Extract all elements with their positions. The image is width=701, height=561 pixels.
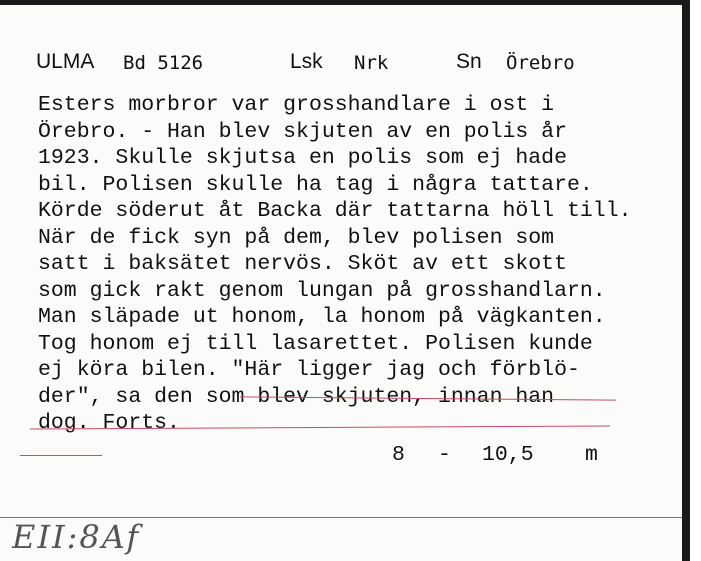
text-line-3: 1923. Skulle skjutsa en polis som ej hade [38,146,567,170]
text-line-10: Tog honom ej till lasarettet. Polisen kunde [38,331,593,356]
archive-number: Bd 5126 [123,52,204,74]
parish-value: Nrk [354,52,389,74]
text-line-1: Esters morbror var grosshandlare i ost i [38,93,555,117]
archive-label: ULMA [36,50,95,73]
text-line-8: som gick rakt genom lungan på grosshandlarn. [38,278,606,303]
card-footer [0,443,682,473]
card-header [0,50,682,80]
municipality-value: Örebro [506,52,575,74]
text-line-11: ej köra bilen. "Här ligger jag och förblö- [38,358,580,382]
card-top-edge [0,0,690,5]
card-right-edge [682,0,690,561]
text-line-2: Örebro. - Han blev skjuten av en polis år [38,119,567,144]
parish-label: Lsk [290,50,323,73]
card-body-text [38,92,678,437]
text-line-12: der", sa den som blev skjuten, innan han [38,384,555,409]
age-from: 8 [392,443,405,467]
text-line-6: När de fick syn på dem, blev polisen som [38,225,555,250]
municipality-label: Sn [456,50,482,73]
age-dash: - [438,443,451,467]
age-to: 10,5 [482,443,534,467]
text-line-4: bil. Polisen skulle ha tag i några tattare. [38,172,593,197]
text-line-9: Man släpade ut honom, la honom på vägkanten. [38,305,606,329]
text-line-5: Körde söderut åt Backa där tattarna höll till. [38,199,632,223]
text-line-7: satt i baksätet nervös. Sköt av ett skott [38,252,567,276]
age-unit: m [585,443,598,467]
scan-margin [690,0,701,561]
handwritten-archive-code: EII:8Af [12,518,141,556]
text-line-13: dog. Forts. [38,411,180,435]
